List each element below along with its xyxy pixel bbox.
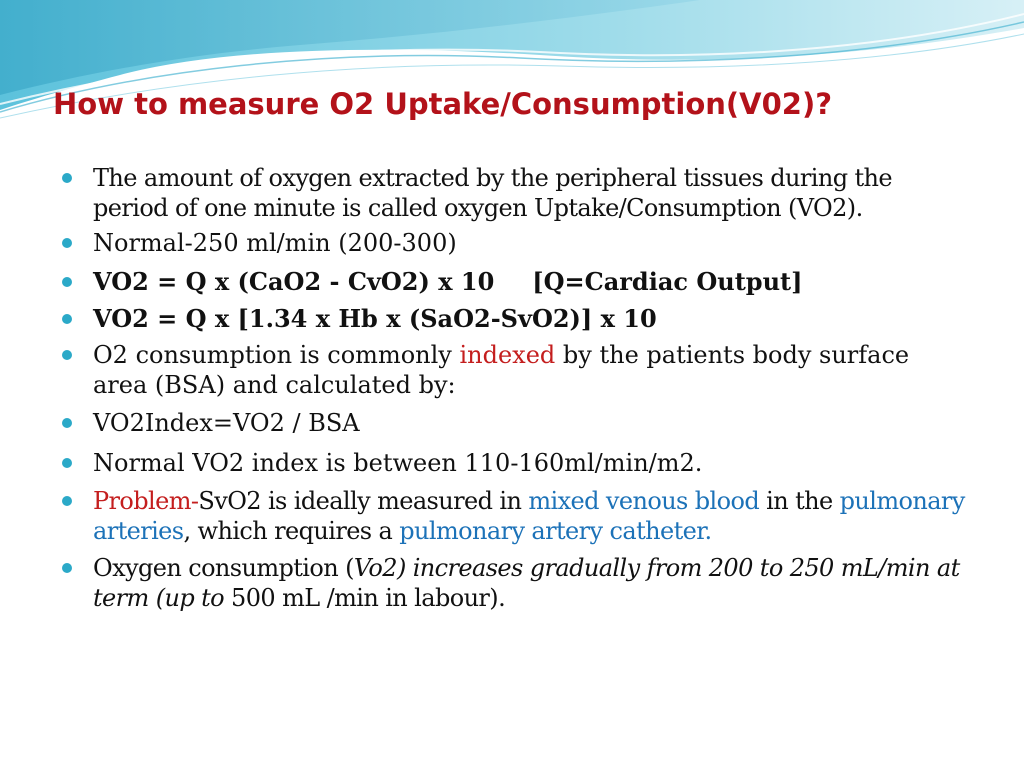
- bullet-text: in the: [759, 487, 840, 515]
- bullet-text: by the patients body surface area (BSA) and calculated by:: [93, 341, 910, 399]
- bullet-text: 500 mL /min in labour).: [231, 584, 506, 612]
- formula-text: VO2 = Q x [1.34 x Hb x (SaO2-SvO2)] x 10: [93, 304, 657, 333]
- bullet-item-normal-index: [60, 448, 970, 478]
- italic-text: Vo2) increases gradually from 200 to 250 mL/min at term (up to: [93, 554, 960, 612]
- bullet-icon: [62, 277, 72, 287]
- bullet-item-problem: [60, 486, 970, 546]
- slide-title: How to measure O2 Uptake/Consumption(V02)?: [53, 87, 833, 121]
- bullet-item-vo2-index-formula: [60, 408, 970, 438]
- bullet-icon: [62, 173, 72, 183]
- bullet-icon: [62, 496, 72, 506]
- bullet-item-normal-vo2: [60, 228, 970, 258]
- bullet-icon: [62, 458, 72, 468]
- formula-text: VO2 = Q x (CaO2 - CvO2) x 10: [93, 267, 495, 296]
- bullet-text: O2 consumption is commonly: [93, 341, 460, 369]
- bullet-icon: [62, 314, 72, 324]
- catheter-highlight: pulmonary artery catheter.: [399, 517, 712, 545]
- bullet-icon: [62, 238, 72, 248]
- bullet-text: The amount of oxygen extracted by the peripheral tissues during the period of one minute is called oxygen Uptake/Consumption (VO2).: [93, 164, 892, 222]
- bullet-text: Normal-250 ml/min (200-300): [93, 229, 457, 257]
- mixed-venous-highlight: mixed venous blood: [528, 487, 760, 515]
- bullet-item-indexed: [60, 340, 970, 400]
- bullet-text: , which requires a: [183, 517, 400, 545]
- formula-text: VO2Index=VO2 / BSA: [93, 409, 360, 437]
- bullet-text: Normal VO2 index is between 110-160ml/min/m2.: [93, 449, 703, 477]
- problem-label: Problem-: [93, 487, 199, 515]
- cardiac-output-note: [Q=Cardiac Output]: [532, 267, 803, 296]
- bullet-list: [60, 163, 970, 613]
- bullet-item-definition: [60, 163, 970, 223]
- bullet-icon: [62, 418, 72, 428]
- bullet-icon: [62, 563, 72, 573]
- bullet-item-fick-formula: [60, 267, 970, 297]
- bullet-text: SvO2 is ideally measured in: [198, 487, 529, 515]
- bullet-item-expanded-formula: [60, 304, 970, 334]
- indexed-highlight: indexed: [459, 341, 556, 369]
- bullet-item-consumption-labour: [60, 553, 970, 613]
- pulmonary-arteries-highlight: pulmonary arteries: [93, 487, 965, 545]
- bullet-icon: [62, 350, 72, 360]
- bullet-text: Oxygen consumption (: [93, 554, 354, 582]
